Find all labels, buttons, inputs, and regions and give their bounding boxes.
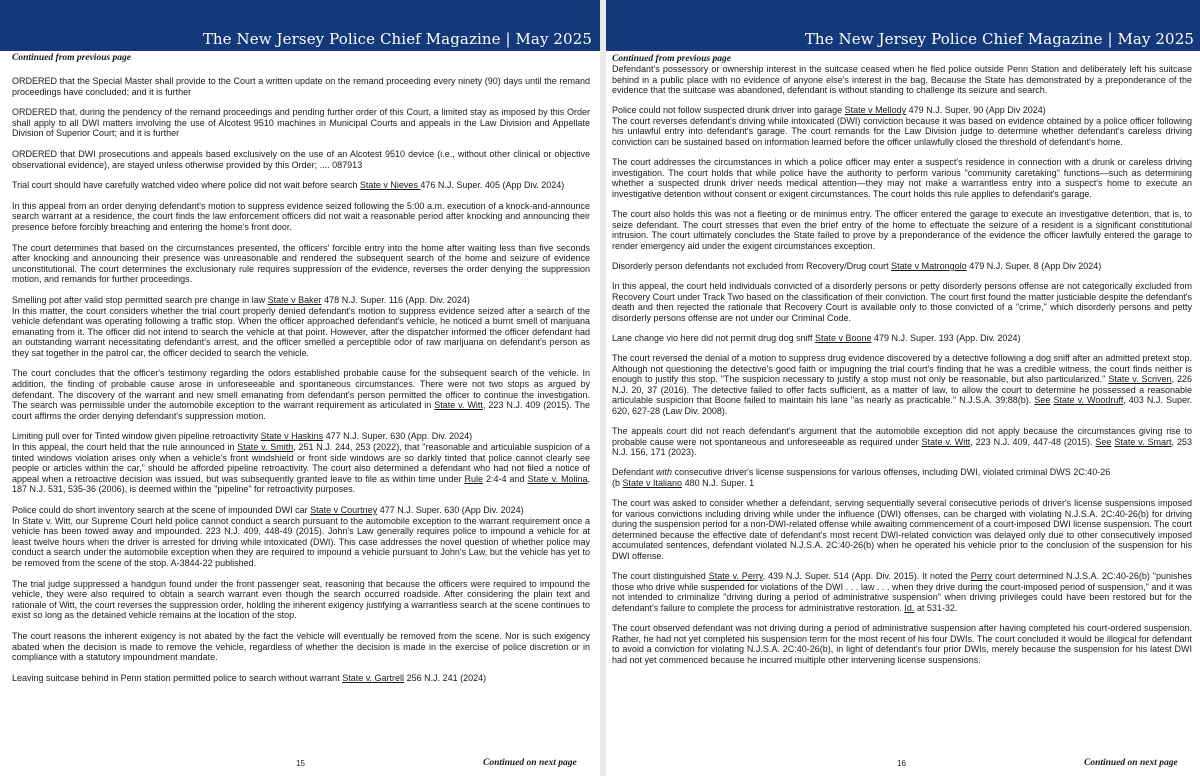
paragraph: The trial judge suppressed a handgun found under the front passenger seat, reasoning that because the officers were required to impound the vehicle, they were also required to obtain a search warrant even though the search occurred roadside. After considering the plain text and rationale of Witt, the court reverses the suppression order, holding the inherent exigency justifying a warrantless search at the scene continues to exist so long as the detained vehicle remains at the location of the stop. (12, 578, 590, 621)
case-heading: Trial court should have carefully watched video where police did not wait before search State v Nieves 476 N.J. Super. 405 (App Div. 2024) (12, 180, 565, 191)
case-heading: Limiting pull over for Tinted window given pipeline retroactivity State v Haskins 477 N.J. Super. 630 (App. Div. 2024) (12, 431, 473, 442)
case-heading: Disorderly person defendants not excluded from Recovery/Drug court State v Matrongolo 479 N.J. Super. 8 (App Div 2024) (612, 260, 1102, 271)
case-citation: State v. Woodruff (1053, 395, 1124, 406)
paragraph: The appeals court did not reach defendant's argument that the automobile exception did not apply because the circumstances giving rise to probable cause were not spontaneous and unforeseeable as required under State v. Witt, 223 N.J. 409, 447-48 (2015). See State v. Smart, 253 N.J. 156, 171 (2023). (612, 426, 1192, 458)
paragraph: The court reasons the inherent exigency is not abated by the fact the vehicle will eventually be removed from the scene. Nor is such exigency abated when the decision is made to remove the vehicle, regardless of whether the decision is made in the exercise of police discretion or in compliance with a statutory impoundment mandate. (12, 630, 590, 663)
magazine-title: The New Jersey Police Chief Magazine | May 2025 (202, 30, 592, 48)
continued-next-label: Continued on next page (483, 758, 577, 768)
case-citation: State v. Witt (921, 436, 971, 447)
case-citation: State v. Scriven (1108, 374, 1172, 385)
case-citation: State v. Smart (1114, 436, 1172, 447)
case-citation: Perry (970, 571, 993, 582)
case-citation: State v. Gartrell (342, 672, 405, 683)
page-number: 15 (296, 759, 305, 768)
case-citation: State v Haskins (260, 431, 324, 442)
paragraph: The court also holds this was not a fleeting or de minimus entry. The officer entered the garage to execute an investigative detention, that is, to seize defendant. The court stresses that even the brief entry of the home to effectuate the seizure of a resident is a significant constitutional intrusion. The court ultimately concludes the State failed to prove by a preponderance of the evidence the officer lawfully entered the garage to render emergency aid under the exigent circumstances exception. (612, 209, 1192, 251)
rule-citation: Rule (464, 473, 484, 484)
right-page-body (606, 51, 1200, 665)
case-citation: State v Baker (267, 294, 322, 305)
case-citation: State v. Witt (434, 400, 483, 411)
case-citation: State v. Perry (708, 571, 763, 582)
id-citation: Id. (904, 602, 915, 613)
paragraph: In this appeal, the court held individuals convicted of a disorderly persons or petty disorderly persons offense are not categorically excluded from Recovery Court under Track Two based on the classification of their conviction. The court first found the matter justiciable despite the defendant's death and then rejected the rationale that Recovery Court is available only to those convicted of a "crime," which disorderly persons and petty disorderly persons offense are not under our Criminal Code. (612, 281, 1192, 323)
magazine-title: The New Jersey Police Chief Magazine | May 2025 (804, 30, 1194, 48)
case-citation: State v. Molina (527, 473, 588, 484)
page-header (606, 0, 1200, 51)
paragraph: The court addresses the circumstances in which a police officer may enter a suspect's residence in connection with a drunk or careless driving investigation. The court holds that while police have the authority to perform various "community caretaking" functions—such as determining whether a suspected drunk driver needs medical attention—they may not make a warrantless entry into a suspect's home to execute an investigative detention without consent or exigent circumstances. The court holds this rule applies to defendant's garage. (612, 157, 1192, 199)
case-heading: Police could do short inventory search at the scene of impounded DWI car State v Courtney 477 N.J. Super. 630 (App Div. 2024) (12, 505, 524, 515)
case-citation: State v Courtney (310, 505, 378, 515)
see-signal: See (1034, 395, 1051, 406)
paragraph: The court determines that based on the circumstances presented, the officers' forcible entry into the home after waiting less than five seconds after knocking and announcing their presence was unreasonable and rendered the subsequent search of the home and seizure of evidence unconstitutional. The court determines the exclusionary rule requires suppression of the evidence, reverses the order denying the suppression motion, and remands for further proceedings. (12, 242, 590, 285)
case-heading: Defendant with consecutive driver's license suspensions for various offenses, including DWI, violated criminal DWS 2C:40-26 (b State v Italiano 480 N.J. Super. 1 (612, 467, 1111, 488)
case-citation: State v Boone (814, 332, 872, 343)
case-citation: State v Matrongolo (891, 260, 967, 271)
paragraph: In this appeal, the court held that the rule announced in State v. Smith, 251 N.J. 244, 253 (2022), that "reasonable and articulable suspicion of a tinted windows violation arises only when a vehicle's front windshield or front side windows are so darkly tinted that police cannot clearly see people or articles within the car," should be afforded pipeline retroactivity. The court also determined a defendant who had not filed a notice of appeal when a retroactive decision was issued, but was subsequently granted leave to file as within time under Rule 2:4-4 and State v. Molina, 187 N.J. 531, 535-36 (2006), is deemed within the "pipeline" for retroactivity purposes. (12, 442, 590, 495)
paragraph: The court reverses defendant's driving while intoxicated (DWI) conviction because it was based on evidence obtained by a police officer following his unlawful entry into defendant's garage. The court remands for the Law Division judge to determine whether defendant's careless driving conviction can be sustained based on information learned before the officer unlawfully closed the threshold of defendant's home. (612, 115, 1192, 148)
page-number: 16 (897, 759, 906, 768)
left-page-body (0, 51, 600, 683)
case-citation: State v. Smith (237, 442, 294, 453)
case-citation: State v Mellody (844, 105, 907, 116)
paragraph: ORDERED that DWI prosecutions and appeals based exclusively on the use of an Alcotest 9510 device (i.e., without other clinical or objective observational evidence), are stayed unless otherwise provided by this Order; .... 087913 (12, 148, 590, 170)
paragraph: The court distinguished State v. Perry, 439 N.J. Super. 514 (App. Div. 2015). It noted the Perry court determined N.J.S.A. 2C:40-26(b) "punishes those who drive while suspended for violations of the DWI . . . law . . . when they drive during the court-imposed period of suspension," and it was not intended to criminalize "driving during a period of administrative suspension" when driving privileges could have been restored but for the defendant's failure to complete the process for administrative restoration. Id. at 531-32. (612, 571, 1192, 613)
case-heading: Lane change vio here did not permit drug dog sniff State v Boone 479 N.J. Super. 193 (App. Div. 2024) (612, 332, 1021, 343)
paragraph: In this matter, the court considers whether the trial court properly denied defendant's motion to suppress evidence seized after a search of the vehicle defendant was operating following a traffic stop. When the officer approached defendant's vehicle, he noticed a burnt smell of marijuana emanating from it. The officer did not intend to search the vehicle at that point. However, after the dispatcher informed the officer defendant had an outstanding warrant necessitating defendant's arrest, and the officer smelled a perceptible odor of raw marijuana on defendant's person as they sat together in the patrol car, the officer decided to search the vehicle. (12, 305, 590, 358)
paragraph: In State v. Witt, our Supreme Court held police cannot conduct a search pursuant to the automobile exception to the warrant requirement once a vehicle has been towed away and impounded. 223 N.J. 409, 448-49 (2015). John's Law generally requires police to impound a vehicle for at least twelve hours when the driver is arrested for driving while intoxicated (DWI). This case addresses the novel question of whether police may conduct a search under the automobile exception when they are required to impound a vehicle pursuant to John's Law, but the vehicle has yet to be removed from the scene of the stop. A-3844-22 published. (12, 515, 590, 568)
continued-from-label: Continued from previous page (612, 54, 732, 64)
paragraph: The court was asked to consider whether a defendant, serving sequentially several consecutive periods of driver's license suspensions imposed for various convictions including driving while under the influence (DWI) offenses, can be charged with violating N.J.S.A. 2C:40-26(b) for driving during the suspension period for a non-DWI-related offense while awaiting commencement of a court-imposed DWI license suspension. The court determined because the effective date of defendant's most recent DWI-related conviction was delayed only due to other consecutively imposed accumulated sentences, defendant violated N.J.S.A. 2C:40-26(b) when he operated his vehicle prior to the conclusion of the suspension for his DWI offense. (612, 498, 1192, 561)
case-citation: State v Nieves (359, 180, 421, 191)
continued-from-label: Continued from previous page (12, 53, 132, 63)
case-heading: Leaving suitcase behind in Penn station permitted police to search without warrant State v. Gartrell 256 N.J. 241 (2024) (12, 672, 487, 683)
paragraph: The court reversed the denial of a motion to suppress drug evidence discovered by a detective following a dog sniff after an admitted pretext stop. Although not questioning the detective's good faith or impugning the trial court's finding that he was a credible witness, the court finds neither is enough to justify this stop. "The suspicion necessary to justify a stop must not only be reasonable, but also particularized." State v. Scriven, 226 N.J. 20, 37 (2016). The detective failed to offer facts sufficient, as a matter of law, to allow the court to determine he possessed a reasonable articulable suspicion that Boone failed to maintain his lane "as nearly as practicable." N.J.S.A. 39:88(b). See State v. Woodruff, 403 N.J. Super. 620, 627-28 (Law Div. 2008). (612, 352, 1192, 416)
see-signal: See (1095, 436, 1112, 447)
paragraph: ORDERED that, during the pendency of the remand proceedings and pending further order of this Court, a limited stay as imposed by this Order shall apply to all DWI matters involving the use of Alcotest 9510 machines in Municipal Courts and appeals in the Law Division and Appellate Division of Superior Court; and it is further (12, 107, 590, 139)
paragraph: In this appeal from an order denying defendant's motion to suppress evidence seized following the 5:00 a.m. execution of a knock-and-announce search warrant at a residence, the court finds the law enforcement officers did not wait a reasonable period after knocking and announcing their presence before forcibly breaching and entering the home's front door. (12, 200, 590, 232)
paragraph: ORDERED that the Special Master shall provide to the Court a written update on the remand proceeding every ninety (90) days until the remand proceedings have concluded; and it is further (12, 76, 590, 97)
right-page (606, 0, 1200, 776)
case-heading: Smelling pot after valid stop permitted search pre change in law State v Baker 478 N.J. Super. 116 (App. Div. 2024) (12, 294, 470, 305)
paragraph: Defendant's possessory or ownership interest in the suitcase ceased when he fled police outside Penn Station and deliberately left his suitcase behind in a public place with no evidence of anyone else's interest in the bag. Because the State has demonstrated by a preponderance of the evidence that the suitcase was abandoned, defendant is without standing to challenge its seizure and search. (612, 64, 1192, 96)
page-footer (0, 759, 600, 771)
case-heading: Police could not follow suspected drunk driver into garage State v Mellody 479 N.J. Super. 90 (App Div 2024) (612, 105, 1046, 116)
paragraph: The court concludes that the officer's testimony regarding the odors established probable cause for the subsequent search of the vehicle. In addition, the finding of probable cause arose in unforeseeable and spontaneous circumstances. There were not two stops as argued by defendant. The discovery of the warrant and new smell emanating from defendant's person permitted the officer to continue the investigation. The search was permissible under the automobile exception to the warrant requirement as articulated in State v. Witt, 223 N.J. 409 (2015). The court affirms the order denying defendant's suppression motion. (12, 368, 591, 421)
paragraph: The court observed defendant was not driving during a period of administrative suspension after having completed his court-ordered suspension. Rather, he had not yet completed his suspension term for the most recent of his four DWIs. The court concluded it would be illogical for defendant to avoid a conviction for violating N.J.S.A. 2C:40-26(b), in light of defendant's four prior DWIs, merely because the suspension for his latest DWI had not yet commenced because he incurred multiple other intervening license suspensions. (612, 622, 1192, 665)
continued-next-label: Continued on next page (1084, 758, 1178, 768)
page-header (0, 0, 600, 51)
page-footer (606, 759, 1200, 771)
case-citation: State v Italiano (622, 477, 683, 488)
emphasis: with (656, 467, 673, 478)
